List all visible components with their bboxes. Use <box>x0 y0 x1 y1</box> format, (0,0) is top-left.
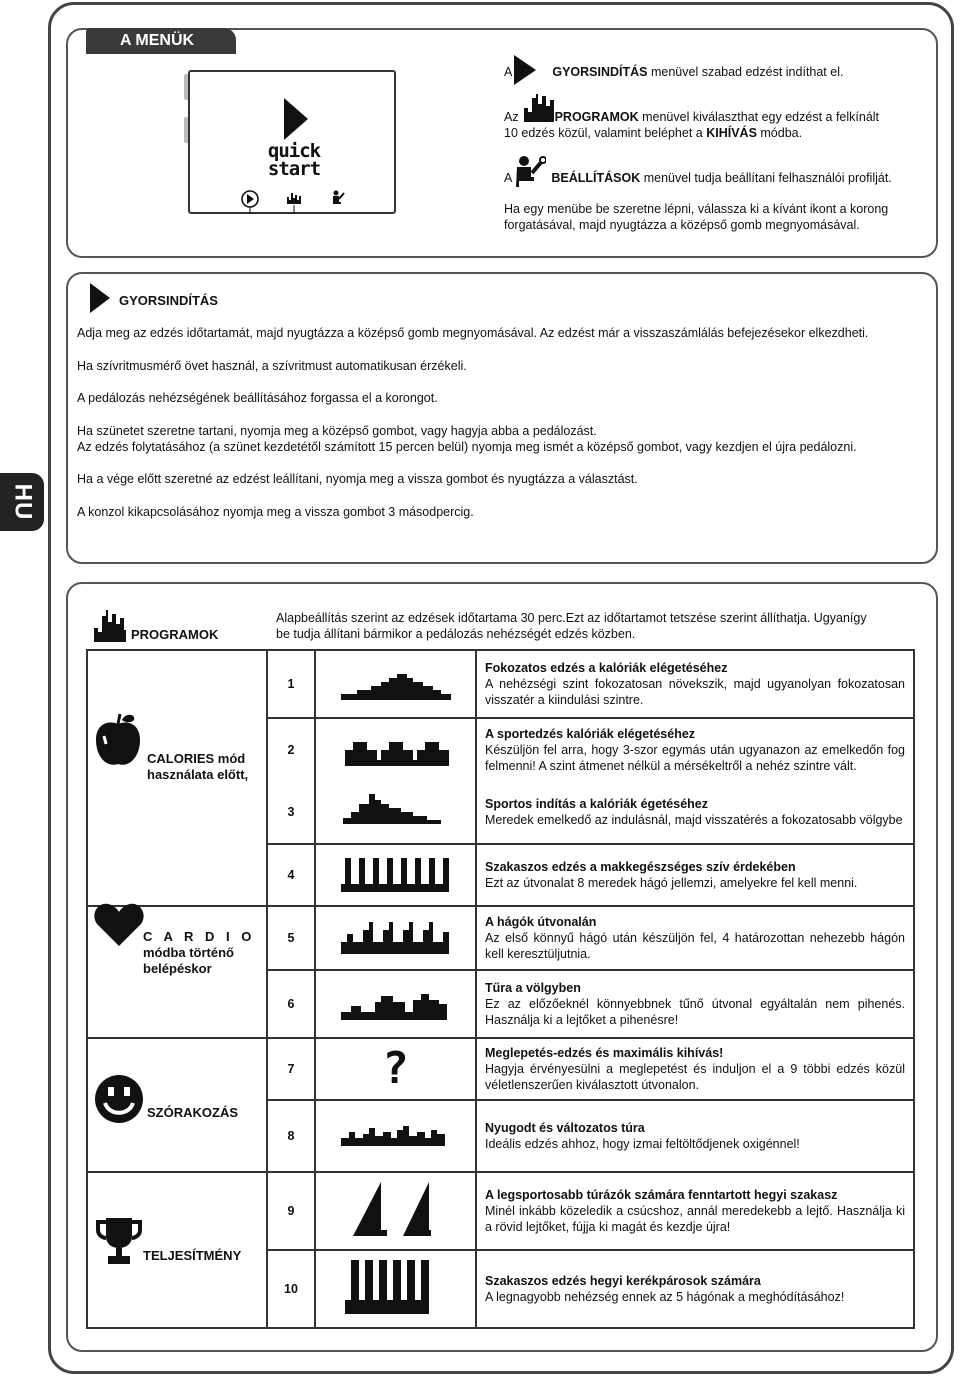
heart-icon <box>94 902 144 946</box>
profile-cell <box>315 844 476 906</box>
program-description: Szakaszos edzés a makkegészséges szív érdekében Ezt az útvonalat 8 meredek hágó jellemzi, amelyekre fel kell menni. <box>476 844 914 906</box>
smiley-icon <box>94 1074 144 1124</box>
quickstart-text: Ha szívritmusmérő övet használ, a szívritmust automatikusan érzékeli. <box>77 359 467 373</box>
profile-cell <box>315 718 476 781</box>
language-tab: HU <box>0 473 44 531</box>
profile-cell <box>315 650 476 718</box>
menus-paragraph-1: A GYORSINDÍTÁS menüvel szabad edzést indíthat el. <box>504 65 844 79</box>
profile-chart-10 <box>317 1252 474 1322</box>
lcd-text-quick: quick <box>267 140 321 162</box>
quickstart-section <box>66 272 938 564</box>
table-row <box>87 1038 914 1100</box>
lcd-text-start: start <box>267 158 321 180</box>
quickstart-text: Adja meg az edzés időtartamát, majd nyugtázza a középső gomb megnyomásával. Az edzést már a visszaszámlálás befejezésekor elkezdheti. <box>77 326 869 340</box>
programs-icon <box>94 610 126 642</box>
program-number: 9 <box>267 1172 315 1250</box>
profile-chart-2 <box>317 720 474 776</box>
program-description: A hágók útvonalán Az első könnyű hágó után készüljön fel, 4 határozottan nehezebb hágón kell keresztüljutnia. <box>476 906 914 970</box>
category-performance-label: TELJESÍTMÉNY <box>143 1248 242 1263</box>
profile-chart-9 <box>317 1174 474 1244</box>
category-cardio-label: C A R D I O módba történő belépéskor <box>143 929 256 976</box>
profile-chart-1 <box>317 652 474 712</box>
profile-chart-4 <box>317 846 474 900</box>
apple-icon <box>94 712 142 768</box>
quickstart-text: Ha szünetet szeretne tartani, nyomja meg a középső gombot, vagy hagyja abba a pedálozást. <box>77 424 597 438</box>
menus-section-title: A MENÜK <box>86 28 236 54</box>
profile-cell <box>315 1100 476 1172</box>
profile-chart-5 <box>317 908 474 964</box>
category-fun-label: SZÓRAKOZÁS <box>147 1105 238 1120</box>
quickstart-title: GYORSINDÍTÁS <box>119 293 218 308</box>
menus-paragraph-4: Ha egy menübe be szeretne lépni, válassza ki a kívánt ikont a korong forgatásával, majd nyugtázza a középső gomb megnyomásával. <box>504 202 889 232</box>
profile-chart-8 <box>317 1102 474 1166</box>
program-description: Szakaszos edzés hegyi kerékpárosok számára A legnagyobb nehézség ennek az 5 hágónak a meghódításához! <box>476 1250 914 1328</box>
menus-paragraph-3: A BEÁLLÍTÁSOK menüvel tudja beállítani felhasználói profilját. <box>504 171 892 185</box>
question-mark-icon: ? <box>382 1043 409 1094</box>
profile-cell <box>315 906 476 970</box>
profile-chart-6 <box>317 972 474 1032</box>
program-description: A sportedzés kalóriák elégetéséhez Készüljön fel arra, hogy 3-szor egymás után ugyanazon az emelkedőn fog felmenni! A szint átmenet nélkül a mérsékeltről a nehéz szintre vált. <box>476 718 914 781</box>
program-number: 3 <box>267 781 315 844</box>
profile-cell <box>315 1172 476 1250</box>
profile-cell <box>315 1038 476 1100</box>
programs-intro: Alapbeállítás szerint az edzések időtartama 30 perc.Ezt az időtartamot tetszése szerint állíthatja. Ugyanígy be tudja állítani bármikor a pedálozás nehézségét edzés közben. <box>276 611 867 641</box>
profile-cell <box>315 781 476 844</box>
play-icon <box>284 98 310 140</box>
table-row <box>87 1172 914 1250</box>
profile-cell <box>315 1250 476 1328</box>
category-calories-label: CALORIES mód használata előtt, <box>147 751 249 782</box>
program-description: Nyugodt és változatos túra Ideális edzés ahhoz, hogy izmai feltöltődjenek oxigénnel! <box>476 1100 914 1172</box>
program-description: Sportos indítás a kalóriák égetéséhez Meredek emelkedő az indulásnál, majd visszatérés a fokozatosabb völgybe <box>476 781 914 844</box>
profile-cell <box>315 970 476 1038</box>
settings-icon <box>330 190 346 214</box>
program-description: Fokozatos edzés a kalóriák elégetéséhez A nehézségi szint fokozatosan növekszik, majd ugyanolyan fokozatosan visszatér a kiindulási szintre. <box>476 650 914 718</box>
program-description: A legsportosabb túrázók számára fenntartott hegyi szakasz Minél inkább közeledik a csúcshoz, annál meredekebb a lejtő. Használja ki a rövid lejtőket, fújja ki magát és kezdje újra! <box>476 1172 914 1250</box>
quickstart-text: A konzol kikapcsolásához nyomja meg a vissza gombot 3 másodpercig. <box>77 505 474 519</box>
table-row <box>87 650 914 718</box>
menus-paragraph-2: Az PROGRAMOK menüvel kiválaszthat egy edzést a felkínált 10 edzés közül, valamint beléphet a KIHÍVÁS módba. <box>504 110 880 140</box>
play-icon <box>90 283 110 313</box>
program-number: 6 <box>267 970 315 1038</box>
program-description: Meglepetés-edzés és maximális kihívás! Hagyja érvényesülni a meglepetést és induljon el a 9 többi edzés közül véletlenszerűen kiválasztott útvonalon. <box>476 1038 914 1100</box>
program-number: 4 <box>267 844 315 906</box>
quickstart-text: Ha a vége előtt szeretné az edzést leállítani, nyomja meg a vissza gombot és nyugtázza a választást. <box>77 472 638 486</box>
quickstart-text: Az edzés folytatásához (a szünet kezdetétől számított 15 percen belül) nyomja meg ismét a középső gombot, vagy kezdjen el újra pedálozni. <box>77 440 857 454</box>
programs-title: PROGRAMOK <box>131 627 219 642</box>
program-number: 1 <box>267 650 315 718</box>
console-display <box>188 70 396 214</box>
program-number: 5 <box>267 906 315 970</box>
play-circle-icon <box>240 190 260 214</box>
quickstart-text: A pedálozás nehézségének beállításához forgassa el a korongot. <box>77 391 438 405</box>
trophy-icon <box>94 1216 144 1266</box>
programs-icon <box>286 190 302 214</box>
profile-chart-3 <box>317 782 474 838</box>
program-number: 2 <box>267 718 315 781</box>
program-number: 10 <box>267 1250 315 1328</box>
program-description: Tűra a völgyben Ez az előzőeknél könnyebbnek tűnő útvonal egyáltalán nem pihenés. Használja ki a lejtőket a pihenésre! <box>476 970 914 1038</box>
program-number: 8 <box>267 1100 315 1172</box>
program-number: 7 <box>267 1038 315 1100</box>
